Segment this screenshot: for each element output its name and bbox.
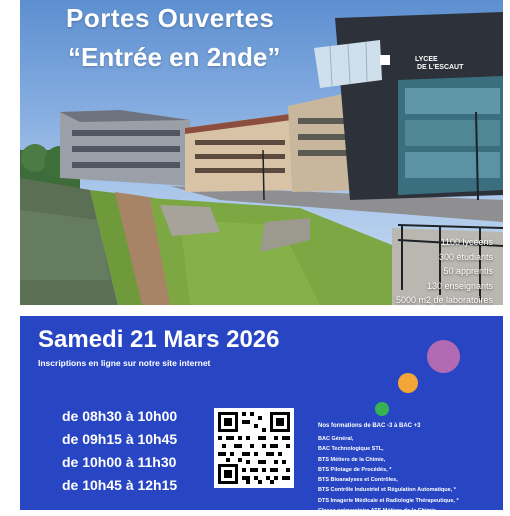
formation-item: Classe préparatoire ATS Métiers de la Chimie. bbox=[318, 508, 438, 515]
event-info-panel bbox=[20, 316, 503, 515]
time-slot: de 10h45 à 12h15 bbox=[62, 477, 178, 493]
formation-item: BTS Métiers de la Chimie, bbox=[318, 456, 386, 463]
formation-item: BTS Bioanalyses et Contrôles, bbox=[318, 477, 398, 484]
stat-item: 50 apprentis bbox=[443, 266, 493, 276]
decorative-dot-green bbox=[375, 402, 389, 416]
school-name-line2: DE L'ESCAUT bbox=[417, 64, 464, 71]
formation-item: DTS Imagerie Médicale et Radiologie Thérapeutique, * bbox=[318, 497, 459, 504]
stat-item: 5000 m2 de laboratoires bbox=[395, 295, 493, 305]
formation-item: BAC Technologique STL, bbox=[318, 446, 384, 453]
formation-item: BTS Pilotage de Procédés, * bbox=[318, 466, 392, 473]
school-logo-icon bbox=[380, 55, 390, 65]
stat-item: 130 enseignants bbox=[426, 280, 493, 291]
decorative-dot-pink bbox=[427, 340, 460, 373]
formations-title: Nos formations de BAC -3 à BAC +3 bbox=[318, 423, 421, 429]
formations-list bbox=[318, 434, 459, 516]
time-slot: de 08h30 à 10h00 bbox=[62, 408, 178, 424]
stat-item: 300 étudiants bbox=[438, 251, 493, 262]
formation-item: BAC Général, bbox=[318, 436, 354, 442]
event-title: Portes Ouvertes bbox=[66, 3, 275, 33]
decorative-dot-orange bbox=[398, 373, 418, 393]
school-name-sign bbox=[415, 56, 463, 72]
time-slots bbox=[62, 405, 177, 497]
event-date: Samedi 21 Mars 2026 bbox=[38, 326, 280, 353]
school-stats bbox=[396, 235, 493, 308]
event-subtitle: “Entrée en 2nde” bbox=[68, 42, 281, 72]
formation-item: BTS Contrôle Industriel et Régulation Automatique, * bbox=[318, 487, 456, 494]
campus-photo bbox=[20, 0, 503, 305]
time-slot: de 10h00 à 11h30 bbox=[62, 454, 177, 470]
school-name-line1: LYCEE bbox=[415, 56, 438, 63]
time-slot: de 09h15 à 10h45 bbox=[62, 431, 178, 447]
stat-item: 1100 lycéens bbox=[440, 237, 493, 247]
registration-note: Inscriptions en ligne sur notre site internet bbox=[38, 358, 211, 368]
qr-code-icon[interactable] bbox=[214, 408, 294, 488]
